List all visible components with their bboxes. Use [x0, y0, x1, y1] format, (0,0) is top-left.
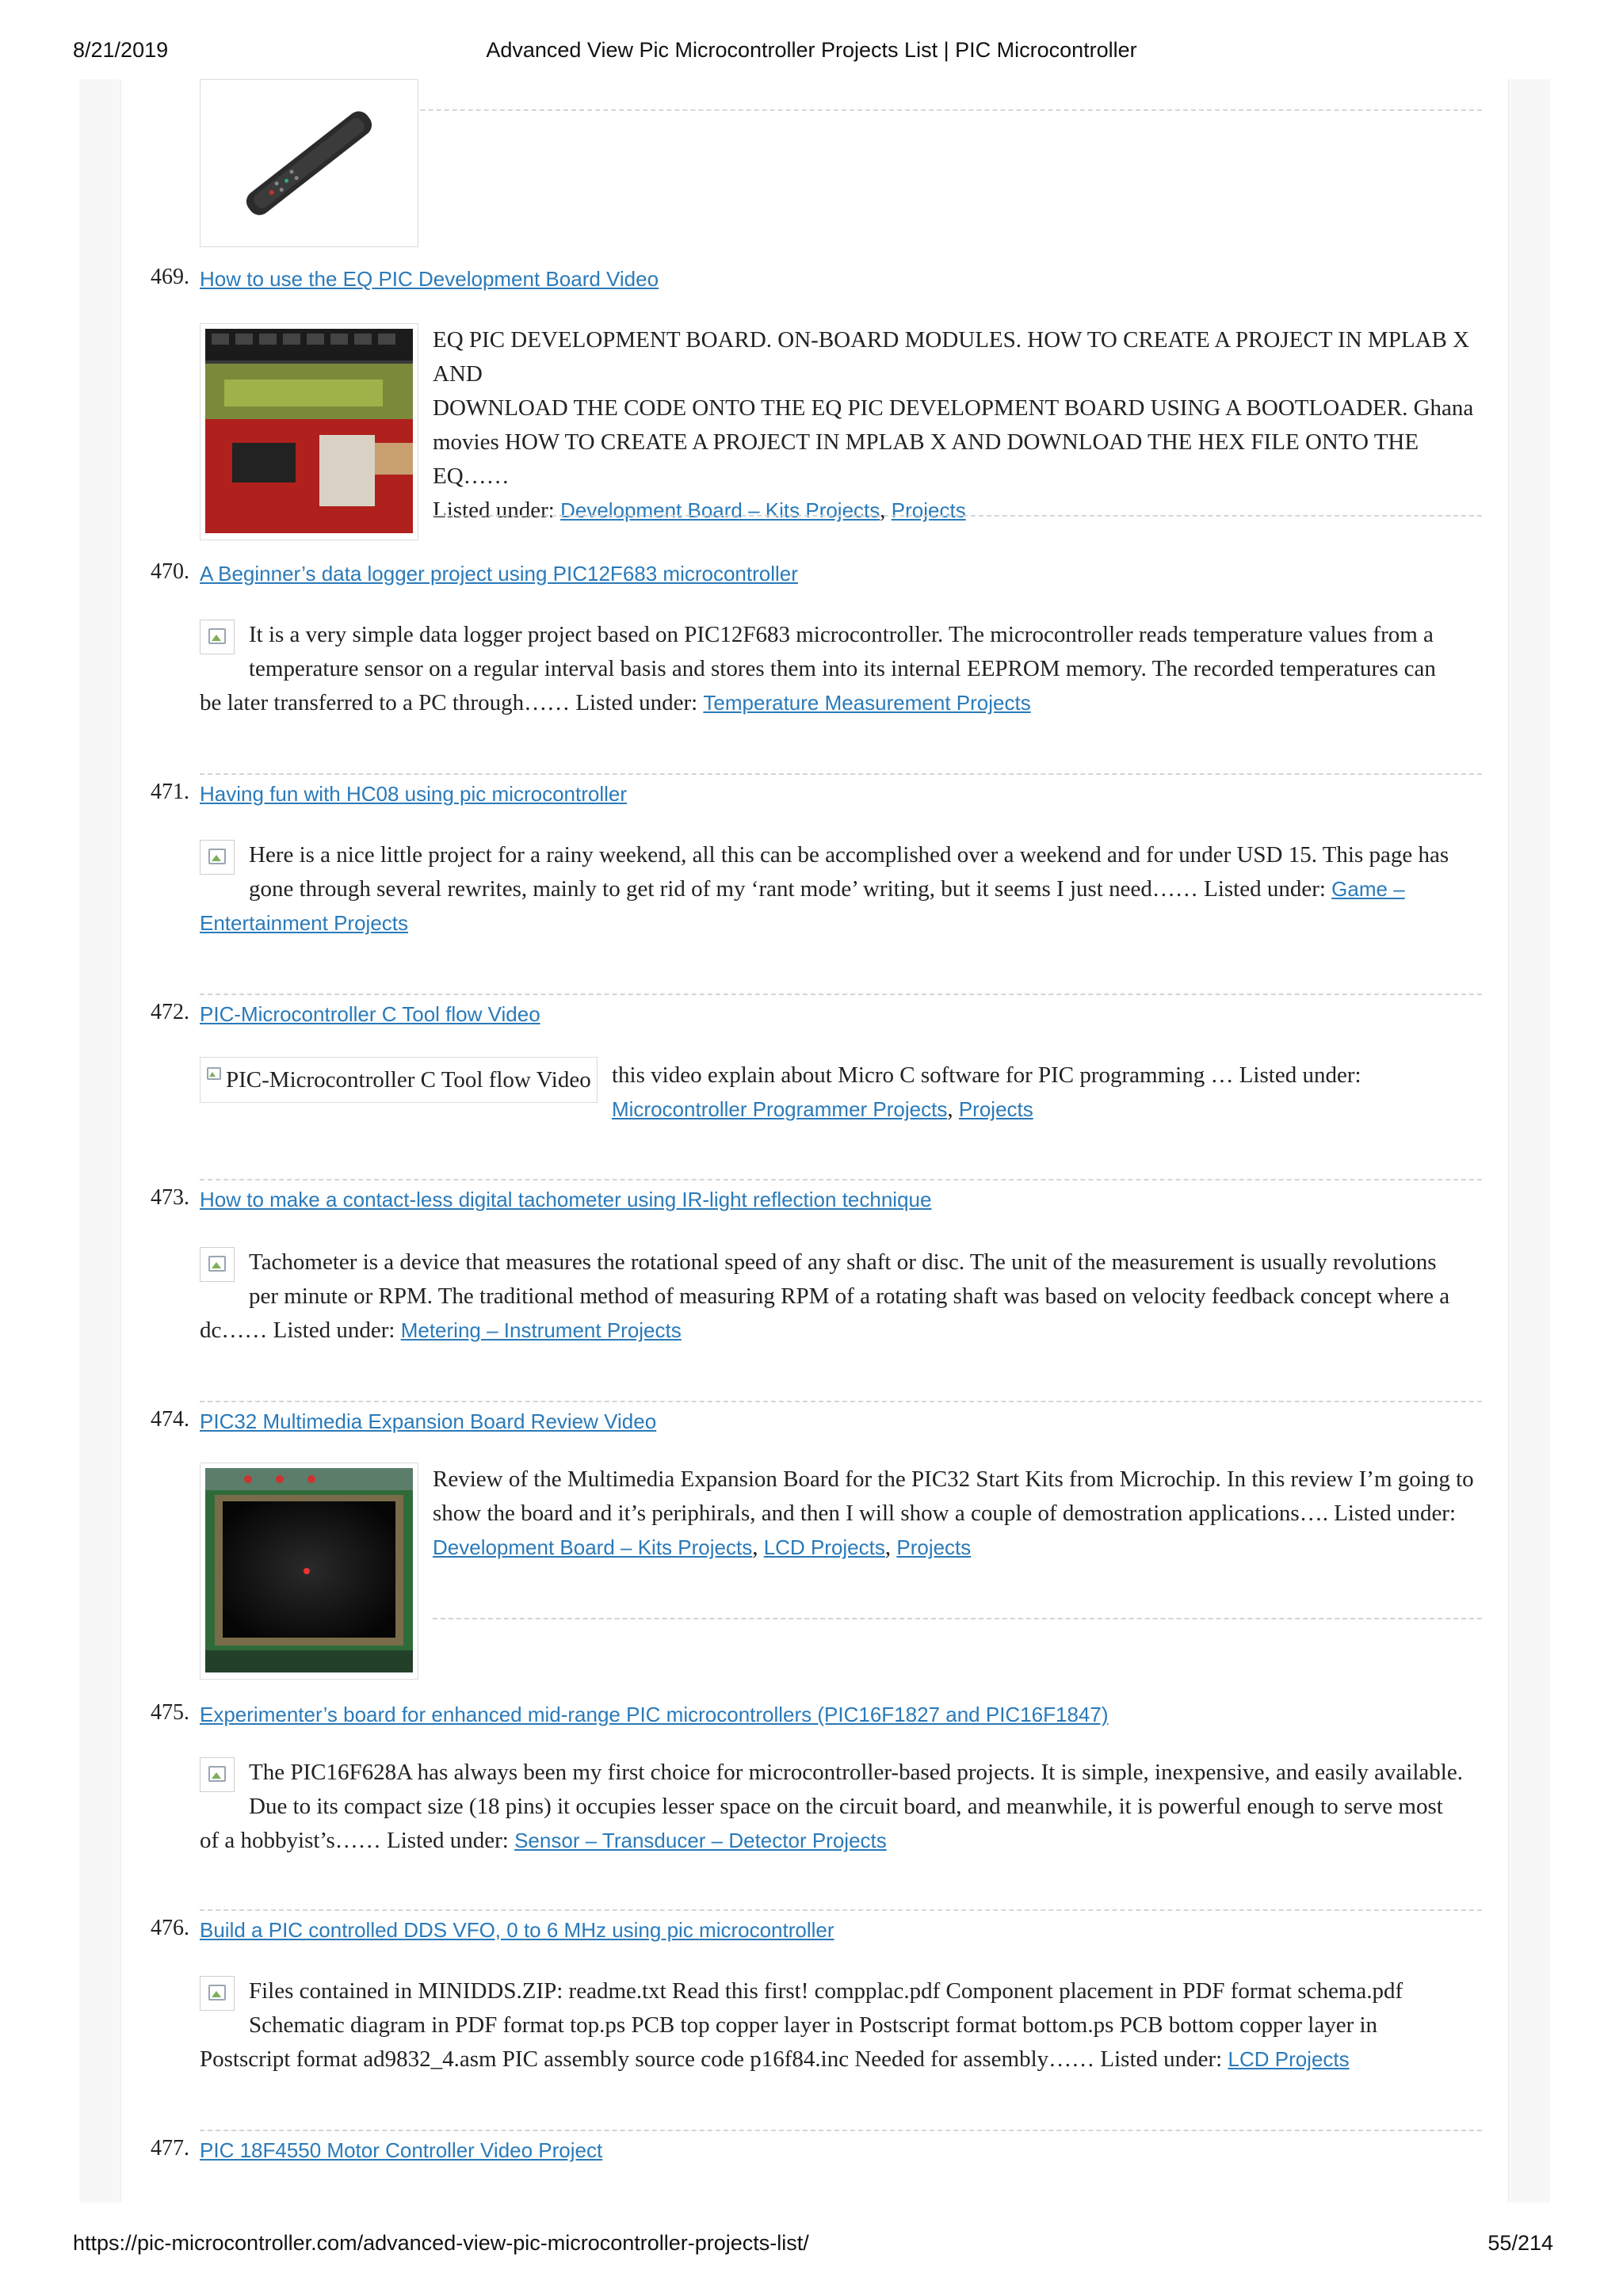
listed-under-label: Listed under:: [433, 498, 561, 523]
description-line: Due to its compact size (18 pins) it occupies lesser space on the circuit board, and meanwhile, it is powerful enough to serve most: [249, 1794, 1443, 1819]
description-line: Here is a nice little project for a rainy weekend, all this can be accomplished over a weekend and for under USD 15. This page has: [249, 842, 1449, 868]
separator: ,: [947, 1097, 959, 1122]
print-footer: [0, 2231, 1623, 2260]
category-link[interactable]: Game –: [1331, 877, 1405, 901]
category-link[interactable]: Projects: [958, 1097, 1033, 1121]
category-link[interactable]: Projects: [891, 498, 966, 522]
listed-under: [433, 1531, 1487, 1565]
project-title-link[interactable]: PIC 18F4550 Motor Controller Video Project: [200, 2138, 603, 2162]
project-description: [200, 1974, 1491, 2077]
description-line: The PIC16F628A has always been my first choice for microcontroller-based projects. It is simple, inexpensive, and easily available.: [249, 1760, 1463, 1785]
project-title-link[interactable]: PIC32 Multimedia Expansion Board Review Video: [200, 1409, 657, 1433]
listed-under: [200, 2042, 1491, 2077]
item-number: 475.: [151, 1700, 189, 1725]
image-alt-text-box[interactable]: [200, 1057, 598, 1103]
category-link[interactable]: Sensor – Transducer – Detector Projects: [514, 1829, 887, 1852]
description-line: DOWNLOAD THE CODE ONTO THE EQ PIC DEVELOPMENT BOARD USING A BOOTLOADER. Ghana: [433, 395, 1474, 421]
description-line: of a hobbyist’s…… Listed under:: [200, 1828, 515, 1853]
multimedia-board-thumbnail[interactable]: [200, 1463, 418, 1680]
divider: [200, 773, 1482, 775]
description-line: temperature sensor on a regular interval basis and stores them into its internal EEPROM memory. The recorded temperatures can: [249, 656, 1436, 681]
listed-under: [612, 1093, 1491, 1127]
project-description: [200, 1756, 1491, 1858]
print-url: https://pic-microcontroller.com/advanced-view-pic-microcontroller-projects-list/: [73, 2231, 809, 2255]
project-description: [200, 838, 1491, 940]
description-line: show the board and it’s periphirals, and then I will show a couple of demostration applications…. Listed under:: [433, 1501, 1457, 1526]
item-number: 476.: [151, 1916, 189, 1940]
description-line: movies HOW TO CREATE A PROJECT IN MPLAB X AND DOWNLOAD THE HEX FILE ONTO THE EQ……: [433, 429, 1419, 489]
project-description: [612, 1058, 1491, 1127]
description-line: Schematic diagram in PDF format top.ps PCB top copper layer in Postscript format bottom.ps PCB bottom copper layer in: [249, 2012, 1378, 2038]
divider: [200, 1909, 1482, 1911]
project-title-link[interactable]: Build a PIC controlled DDS VFO, 0 to 6 MHz using pic microcontroller: [200, 1918, 834, 1942]
listed-under: [200, 872, 1491, 906]
category-link[interactable]: Projects: [896, 1535, 972, 1559]
image-alt-text: PIC-Microcontroller C Tool flow Video: [226, 1067, 591, 1093]
print-page-number: 55/214: [1487, 2231, 1553, 2255]
description-line: be later transferred to a PC through…… Listed under:: [200, 690, 704, 715]
project-title-link[interactable]: A Beginner’s data logger project using PIC12F683 microcontroller: [200, 562, 798, 585]
project-description: [200, 1245, 1491, 1348]
project-description: [433, 323, 1487, 528]
description-line: Files contained in MINIDDS.ZIP: readme.txt Read this first! compplac.pdf Component placement in PDF format schema.pdf: [249, 1978, 1403, 2004]
description-line: dc…… Listed under:: [200, 1318, 401, 1343]
project-description: [200, 618, 1491, 720]
description-line: Postscript format ad9832_4.asm PIC assembly source code p16f84.inc Needed for assembly…… Listed under:: [200, 2046, 1228, 2072]
item-number: 469.: [151, 265, 189, 289]
listed-under: [200, 1824, 1491, 1858]
project-title-link[interactable]: Experimenter’s board for enhanced mid-range PIC microcontrollers (PIC16F1827 and PIC16F1847): [200, 1703, 1109, 1726]
divider: [433, 1618, 1482, 1619]
item-number: 474.: [151, 1407, 189, 1432]
divider: [262, 109, 1482, 111]
item-number: 471.: [151, 780, 189, 804]
item-number: 472.: [151, 1000, 189, 1024]
description-line: Tachometer is a device that measures the rotational speed of any shaft or disc. The unit of the measurement is usually revolutions: [249, 1249, 1437, 1275]
print-date: 8/21/2019: [73, 38, 169, 62]
listed-under: [200, 1314, 1491, 1348]
remote-control-thumbnail[interactable]: [200, 79, 418, 247]
item-number: 473.: [151, 1185, 189, 1210]
separator: ,: [884, 1535, 897, 1560]
category-link[interactable]: LCD Projects: [1228, 2047, 1350, 2071]
category-link[interactable]: Metering – Instrument Projects: [400, 1318, 682, 1342]
category-link[interactable]: Entertainment Projects: [200, 911, 409, 935]
description-line: gone through several rewrites, mainly to get rid of my ‘rant mode’ writing, but it seems I just need…… Listed under:: [249, 876, 1332, 902]
item-number: 477.: [151, 2136, 189, 2161]
development-board-thumbnail[interactable]: [200, 323, 418, 540]
listed-under: [433, 494, 1487, 528]
category-link[interactable]: Microcontroller Programmer Projects: [612, 1097, 948, 1121]
project-title-link[interactable]: PIC-Microcontroller C Tool flow Video: [200, 1002, 540, 1026]
item-number: 470.: [151, 559, 189, 584]
project-title-link[interactable]: Having fun with HC08 using pic microcontroller: [200, 782, 628, 806]
project-description: [433, 1463, 1487, 1565]
divider: [200, 1179, 1482, 1180]
category-link[interactable]: Temperature Measurement Projects: [703, 691, 1031, 715]
listed-under: [200, 686, 1491, 720]
separator: ,: [880, 498, 892, 523]
description-line: per minute or RPM. The traditional method of measuring RPM of a rotating shaft was based on velocity feedback concept where a: [249, 1283, 1450, 1309]
category-link[interactable]: LCD Projects: [763, 1535, 885, 1559]
description-line: It is a very simple data logger project based on PIC12F683 microcontroller. The microcontroller reads temperature values from a: [249, 622, 1434, 647]
divider: [433, 515, 1482, 517]
description-line: this video explain about Micro C software for PIC programming … Listed under:: [612, 1062, 1361, 1088]
divider: [200, 2130, 1482, 2131]
category-link[interactable]: Development Board – Kits Projects: [433, 1535, 753, 1559]
divider: [200, 994, 1482, 995]
project-title-link[interactable]: How to use the EQ PIC Development Board Video: [200, 267, 659, 291]
project-title-link[interactable]: How to make a contact-less digital tachometer using IR-light reflection technique: [200, 1188, 932, 1211]
description-line: Review of the Multimedia Expansion Board for the PIC32 Start Kits from Microchip. In this review I’m going to: [433, 1466, 1474, 1492]
print-page-title: Advanced View Pic Microcontroller Projects List | PIC Microcontroller: [486, 38, 1137, 62]
development-board-icon: [200, 324, 418, 540]
divider: [200, 1401, 1482, 1402]
remote-control-icon: [200, 80, 418, 246]
description-line: EQ PIC DEVELOPMENT BOARD. ON-BOARD MODULES. HOW TO CREATE A PROJECT IN MPLAB X AND: [433, 327, 1470, 387]
broken-image-icon: [204, 1062, 226, 1085]
multimedia-board-icon: [200, 1463, 418, 1679]
category-link[interactable]: Development Board – Kits Projects: [560, 498, 880, 522]
separator: ,: [752, 1535, 764, 1560]
